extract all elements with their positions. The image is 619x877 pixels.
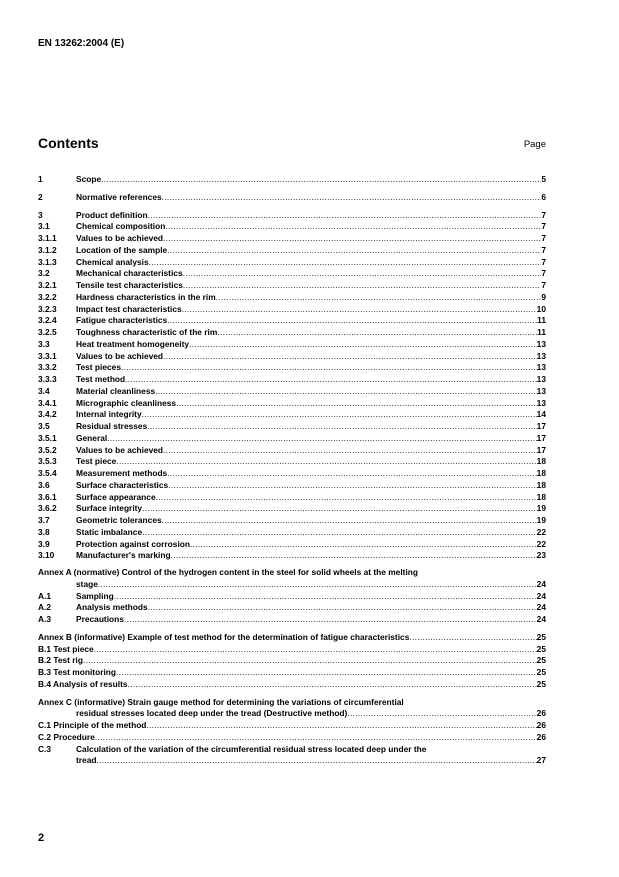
toc-entry-3-3-2[interactable]: 3.3.2 Test pieces ..... 13: [38, 362, 546, 374]
toc-entry-3-1-3[interactable]: 3.1.3 Chemical analysis ..... 7: [38, 257, 546, 269]
toc-entry-c1[interactable]: C.1 Principle of the method ..... 26: [38, 720, 546, 732]
toc-entry-3-2-1[interactable]: 3.2.1 Tensile test characteristics ..... 7: [38, 280, 546, 292]
toc-entry-a-3[interactable]: A.3 Precautions ..... 24: [38, 614, 546, 626]
toc-entry-b3[interactable]: B.3 Test monitoring ..... 25: [38, 667, 546, 679]
toc-entry-b2[interactable]: B.2 Test rig ..... 25: [38, 655, 546, 667]
toc-entry-c2[interactable]: C.2 Procedure ..... 26: [38, 732, 546, 744]
annex-c-title[interactable]: Annex C (informative) Strain gauge method for determining the variations of circumferential: [38, 696, 404, 707]
toc-entry-3-3-3[interactable]: 3.3.3 Test method ..... 13: [38, 374, 546, 386]
toc-entry-3-5-4[interactable]: 3.5.4 Measurement methods ..... 18: [38, 468, 546, 480]
page-column-label: Page: [523, 139, 546, 150]
toc-entry-3-2[interactable]: 3.2 Mechanical characteristics ..... 7: [38, 268, 546, 280]
toc-entry-1[interactable]: 1 Scope ..... 5: [38, 174, 546, 186]
toc-entry-3-4-2[interactable]: 3.4.2 Internal integrity ..... 14: [38, 409, 546, 421]
toc-entry-3-6[interactable]: 3.6 Surface characteristics ..... 18: [38, 480, 546, 492]
toc-entry-3-2-4[interactable]: 3.2.4 Fatigue characteristics ..... 11: [38, 315, 546, 327]
toc-main-section: [38, 174, 546, 562]
toc-entry-3-5-2[interactable]: 3.5.2 Values to be achieved ..... 17: [38, 445, 546, 457]
toc-entry-b1[interactable]: B.1 Test piece ..... 25: [38, 644, 546, 656]
table-of-contents: [38, 174, 546, 767]
toc-entry-3-3-1[interactable]: 3.3.1 Values to be achieved ..... 13: [38, 351, 546, 363]
toc-entry-3-5[interactable]: 3.5 Residual stresses ..... 17: [38, 421, 546, 433]
toc-entry-3-2-5[interactable]: 3.2.5 Toughness characteristic of the rim ..... 11: [38, 327, 546, 339]
toc-entry-2[interactable]: 2 Normative references ..... 6: [38, 192, 546, 204]
toc-entry-3-1[interactable]: 3.1 Chemical composition ..... 7: [38, 221, 546, 233]
toc-entry-c3-cont[interactable]: tread ..... 27: [38, 755, 546, 767]
annex-a-section: [38, 567, 546, 626]
page-title: Contents: [38, 135, 99, 151]
annex-a-title[interactable]: Annex A (normative) Control of the hydrogen content in the steel for solid wheels at the melting: [38, 567, 419, 577]
toc-entry-3-1-1[interactable]: 3.1.1 Values to be achieved ..... 7: [38, 233, 546, 245]
toc-entry-a-2[interactable]: A.2 Analysis methods ..... 24: [38, 602, 546, 614]
annex-c-title-cont[interactable]: residual stresses located deep under the tread (Destructive method) ..... 26: [38, 708, 546, 720]
toc-entry-3[interactable]: 3 Product definition ..... 7: [38, 210, 546, 222]
toc-entry-3-10[interactable]: 3.10 Manufacturer's marking ..... 23: [38, 550, 546, 562]
toc-entry-b4[interactable]: B.4 Analysis of results ..... 25: [38, 679, 546, 691]
toc-entry-3-1-2[interactable]: 3.1.2 Location of the sample ..... 7: [38, 245, 546, 257]
toc-entry-3-4-1[interactable]: 3.4.1 Micrographic cleanliness ..... 13: [38, 398, 546, 410]
toc-entry-3-9[interactable]: 3.9 Protection against corrosion ..... 22: [38, 539, 546, 551]
toc-entry-3-6-1[interactable]: 3.6.1 Surface appearance ..... 18: [38, 492, 546, 504]
page-number: 2: [38, 832, 45, 844]
annex-a-title-cont[interactable]: stage ..... 24: [38, 579, 546, 591]
toc-entry-3-5-3[interactable]: 3.5.3 Test piece ..... 18: [38, 456, 546, 468]
toc-entry-3-3[interactable]: 3.3 Heat treatment homogeneity ..... 13: [38, 339, 546, 351]
toc-entry-3-2-3[interactable]: 3.2.3 Impact test characteristics ..... 10: [38, 304, 546, 316]
toc-entry-3-7[interactable]: 3.7 Geometric tolerances ..... 19: [38, 515, 546, 527]
toc-entry-3-6-2[interactable]: 3.6.2 Surface integrity ..... 19: [38, 503, 546, 515]
annex-b-section: [38, 632, 546, 691]
document-header: EN 13262:2004 (E): [38, 38, 125, 49]
toc-entry-c3[interactable]: C.3 Calculation of the variation of the circumferential residual stress located deep under the: [38, 743, 427, 754]
toc-entry-3-2-2[interactable]: 3.2.2 Hardness characteristics in the rim ..... 9: [38, 292, 546, 304]
toc-entry-a-1[interactable]: A.1 Sampling ..... 24: [38, 591, 546, 603]
toc-entry-3-5-1[interactable]: 3.5.1 General ..... 17: [38, 433, 546, 445]
toc-entry-3-8[interactable]: 3.8 Static imbalance ..... 22: [38, 527, 546, 539]
annex-b-title[interactable]: Annex B (informative) Example of test method for the determination of fatigue characteristics ..... 25: [38, 632, 546, 644]
toc-entry-3-4[interactable]: 3.4 Material cleanliness ..... 13: [38, 386, 546, 398]
annex-c-section: [38, 697, 546, 768]
